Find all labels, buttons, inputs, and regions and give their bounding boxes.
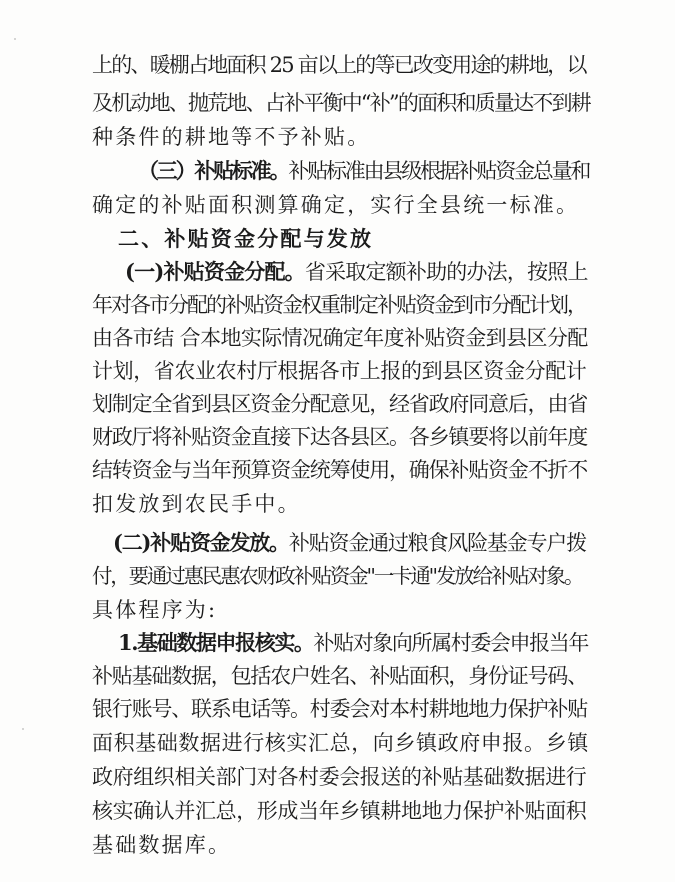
text-line (92, 389, 587, 419)
text-run: 补贴基础数据，包括农户姓名、补贴面积，身份证号码、 (92, 664, 587, 688)
text-run: 补贴资金通过粮食风险基金专户拨 (288, 531, 586, 555)
text-line (92, 728, 589, 758)
text-line (138, 156, 589, 186)
text-line (92, 762, 586, 792)
scan-speck (22, 728, 24, 730)
text-line (118, 628, 588, 658)
bold-text-run: (一)补贴资金分配。 (125, 259, 305, 284)
text-line (92, 122, 370, 152)
text-run: 核实确认并汇总，形成当年乡镇耕地地力保护补贴面积 (92, 799, 587, 823)
text-line (92, 190, 579, 220)
bold-text-run: （三）补贴标准。 (138, 158, 289, 183)
text-run: 上的、暖棚占地面积 25 亩以上的等已改变用途的耕地，以 (92, 53, 586, 77)
text-line (92, 489, 301, 519)
text-run: 政府组织相关部门对各村委会报送的补贴基础数据进行 (92, 765, 587, 789)
text-line (92, 323, 588, 353)
text-line (92, 830, 231, 860)
text-line (92, 50, 586, 80)
bold-text-run: 二、补贴资金分配与发放 (118, 226, 374, 251)
text-run: 面积基础数据进行核实汇总，向乡镇政府申报。乡镇 (92, 731, 589, 755)
text-line (92, 796, 586, 826)
text-line (92, 694, 587, 724)
text-run: 由各市结 合本地实际情况确定年度补贴资金到县区分配 (92, 326, 588, 350)
text-line (92, 356, 586, 386)
text-line (92, 290, 586, 320)
text-line (118, 224, 373, 254)
text-line (92, 561, 582, 591)
text-run: 划制定全省到县区资金分配意见，经省政府同意后，由省 (92, 392, 587, 416)
text-run: 扣发放到农民手中。 (92, 492, 301, 516)
text-run: 补贴对象向所属村委会申报当年 (313, 631, 588, 655)
text-run: 付，要通过惠民惠农财政补贴资金"一卡通"发放给补贴对象。 (92, 564, 583, 588)
text-run: 结转资金与当年预算资金统筹使用，确保补贴资金不折不 (92, 458, 587, 482)
text-line (92, 455, 587, 485)
text-run: 及机动地、抛荒地、占补平衡中“补”的面积和质量达不到耕 (92, 91, 590, 115)
text-line (113, 528, 586, 558)
bold-text-run: 1.基础数据申报核实。 (118, 630, 314, 655)
text-run: 具体程序为: (92, 598, 218, 622)
text-run: 补贴标准由县级根据补贴资金总量和 (288, 159, 590, 183)
text-run: 年对各市分配的补贴资金权重制定补贴资金到市分配计划， (92, 293, 586, 317)
text-line (125, 257, 588, 287)
text-run: 种条件的耕地等不予补贴。 (92, 125, 371, 149)
text-line (92, 661, 587, 691)
text-run: 确定的补贴面积测算确定，实行全县统一标准。 (92, 193, 580, 217)
text-line (92, 595, 217, 625)
text-run: 省采取定额补助的办法，按照上 (304, 260, 588, 284)
scan-speck (14, 38, 16, 40)
text-line (92, 422, 587, 452)
text-line (92, 88, 590, 118)
text-run: 银行账号、联系电话等。村委会对本村耕地地力保护补贴 (92, 697, 587, 721)
text-run: 基础数据库。 (92, 833, 232, 857)
text-run: 计划，省农业农村厅根据各市上报的到县区资金分配计 (92, 359, 587, 383)
bold-text-run: (二)补贴资金发放。 (113, 530, 289, 555)
text-run: 财政厅将补贴资金直接下达各县区。各乡镇要将以前年度 (92, 425, 587, 449)
